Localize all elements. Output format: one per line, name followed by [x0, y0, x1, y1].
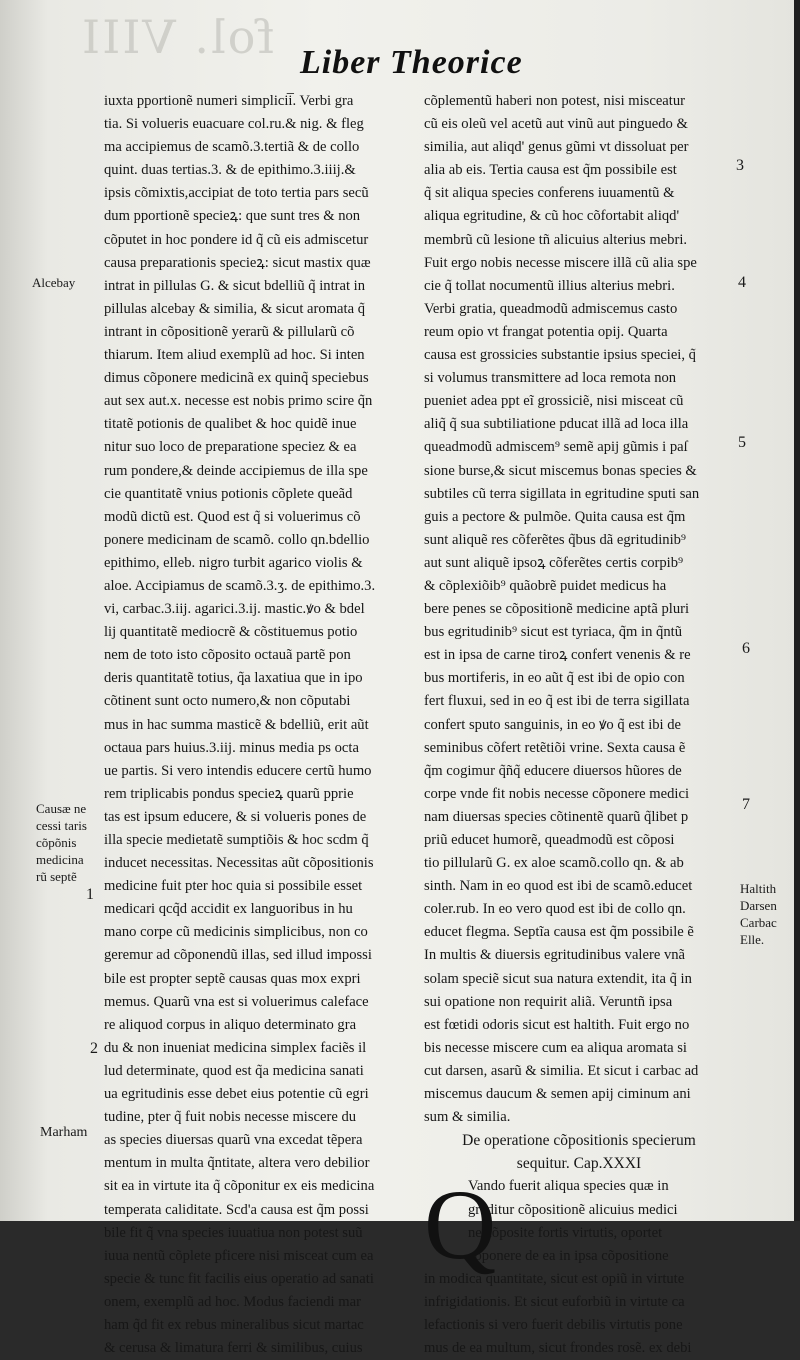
text-line: vi, carbac.3.iij. agarici.3.ij. mastic.ꝟo & bdel — [104, 601, 365, 618]
text-line: bus egritudinib⁹ sicut est tyriaca, q̃m in q̃ntũ — [424, 624, 683, 641]
text-line: Fuit ergo nobis necesse miscere illã cũ alia spe — [424, 254, 697, 271]
drop-cap: Q — [424, 1169, 497, 1281]
text-line: queadmodũ admiscem⁹ semẽ apij gũmis i paſ — [424, 439, 688, 456]
text-line: as species diuersas quarũ vna excedat tẽpera — [104, 1132, 363, 1149]
margin-numeral-3: 3 — [736, 157, 744, 174]
margin-note-marham: Marham — [40, 1125, 88, 1140]
text-line: guis a pectore & pulmõe. Quita causa est q̃m — [424, 508, 686, 525]
text-line: sum & similia. — [424, 1109, 511, 1126]
text-line: iuua nentũ cõplete pficere nisi misceat cum ea — [104, 1247, 374, 1264]
text-line: miscemus daucum & semen apij ciminum ani — [424, 1086, 691, 1103]
text-line: temperata caliditate. Scd'a causa est q̃m possi — [104, 1201, 369, 1218]
text-line: ue partis. Si vero intendis educere certũ humo — [104, 762, 372, 779]
text-line: pillulas alcebay & similia, & sicut aromata q̃ — [104, 300, 365, 317]
chapter-opening — [424, 1169, 734, 1360]
text-line: sinth. Nam in eo quod est ibi de scamõ.educet — [424, 878, 693, 895]
text-line: re aliquod corpus in aliquo determinato gra — [104, 1016, 357, 1033]
left-text-column — [104, 90, 420, 1360]
text-line: Vando fuerit aliqua species quæ in — [468, 1178, 669, 1195]
text-line: bile fit q̃ vna species iuuatiua non potest suũ — [104, 1224, 363, 1241]
text-line: infrigidationis. Et sicut euforbiũ in virtute ca — [424, 1293, 685, 1310]
text-line: q̃ sit aliqua species conferens iuuamentũ & — [424, 185, 675, 202]
text-line: intrant in cõpositionẽ yerarũ & pillularũ cõ — [104, 323, 355, 340]
margin-numeral-7: 7 — [742, 796, 750, 813]
text-line: bus mortiferis, in eo aũt q̃ est ibi de opio con — [424, 670, 685, 687]
text-line: mus de ea multum, sicut frondes rosẽ. ex debi — [424, 1340, 692, 1357]
text-line: cõponere de ea in ipsa cõpositione — [468, 1247, 669, 1264]
text-line: iuxta pportionẽ numeri simplicii̅. Verbi gra — [104, 93, 354, 109]
text-line: solam speciẽ sicut sua natura extendit, ita q̃ in — [424, 970, 692, 987]
text-line: lij quantitatẽ mediocrẽ & cõstituemus potio — [104, 624, 358, 641]
text-line: sui opatione non requirit aliã. Veruntñ ipsa — [424, 993, 673, 1010]
text-line: dimus cõponere medicinã ex quinq̃ speciebus — [104, 370, 369, 387]
margin-note-causae: Causæ ne cessi taris cõpõnis medicina rũ septẽ — [36, 801, 87, 884]
text-line: sione burse,& sicut miscemus bonas species & — [424, 462, 697, 479]
text-line: si volumus transmittere ad loca remota non — [424, 370, 677, 387]
margin-numeral-5: 5 — [738, 434, 746, 451]
text-line: ham q̃d fit ex rebus mineralibus sicut martac — [104, 1316, 364, 1333]
text-line: modũ dictũ est. Quod est q̃ si voluerimus cõ — [104, 508, 361, 525]
text-line: priũ educet humorẽ, queadmodũ est cõposi — [424, 832, 675, 848]
text-line: titatẽ potionis de qualibet & hoc quidẽ inue — [104, 416, 357, 433]
text-line: educet flegma. Septĩa causa est q̃m possibile ẽ — [424, 924, 694, 941]
text-line: lefactionis si vero fuerit debilis virtutis pone — [424, 1316, 683, 1333]
text-line: causa est grossicies substantie ipsius speciei, q̃ — [424, 347, 696, 364]
running-header: Liber Theorice — [300, 44, 523, 81]
margin-note-haltith: Haltith Darsen Carbac Elle. — [740, 881, 777, 947]
text-line: ma accipiemus de scamõ.3.tertiã & de collo — [104, 139, 360, 156]
text-line: nam diuersas species cõtinentẽ quarũ q̃libet p — [424, 808, 689, 825]
text-line: inducet necessitas. Necessitas aũt cõpositionis — [104, 855, 374, 872]
text-line: subtiles cũ terra sigillata in egritudine sputi san — [424, 485, 700, 502]
text-line: sit ea in virtute ita q̃ cõponitur ex eis medicina — [104, 1178, 375, 1195]
text-line: cõplementũ haberi non potest, nisi misceatur — [424, 93, 685, 109]
text-line: rum pondere,& deinde accipiemus de illa spe — [104, 462, 368, 479]
text-line: illa specie medietatẽ sumptiõis & hoc scdm q̃ — [104, 832, 369, 848]
text-line: similia, aut aliqd' genus gũmi vt dissoluat per — [424, 139, 689, 156]
text-line: aliq̃ q̃ sua subtiliatione pducat illã ad loca illa — [424, 416, 689, 433]
text-line: intrat in pillulas G. & sicut bdelliũ q̃ intrat in — [104, 277, 366, 294]
text-line: seminibus cõfert retẽtiõi vrine. Sexta causa ẽ — [424, 739, 686, 756]
text-line: geremur ad cõponendũ illas, sed illud impossi — [104, 947, 372, 964]
text-line: membrũ cũ lesione tñ alicuius alterius mebri. — [424, 231, 688, 248]
text-line: ipsis cõmixtis,accipiat de toto tertia pars secũ — [104, 185, 369, 202]
text-line: cõputet in hoc pondere id q̃ cũ eis admiscetur — [104, 231, 369, 248]
text-line: coler.rub. In eo vero quod est ibi de collo qn. — [424, 901, 686, 918]
text-line: mus in hac summa masticẽ & bdelliũ, erit aũt — [104, 716, 369, 733]
text-line: mano corpe cũ medicinis simplicibus, non co — [104, 924, 368, 941]
text-line: causa preparationis specieꝝ: sicut mastix quæ — [104, 254, 371, 271]
text-line: reum opio vt frangat potentia opij. Quarta — [424, 323, 668, 340]
page-edge-shadow — [794, 0, 800, 1221]
text-line: & cõplexiõib⁹ quãobrẽ puidet medicus ha — [424, 577, 667, 594]
text-line: Verbi gratia, queadmodũ admiscemus casto — [424, 300, 678, 317]
text-line: du & non inueniat medicina simplex faciẽs il — [104, 1039, 367, 1056]
text-line: cut darsen, asarũ & similia. Et sicut i carbac ad — [424, 1062, 699, 1079]
text-line: In multis & diuersis egritudinibus valere vnã — [424, 947, 686, 964]
text-line: ne cõposite fortis virtutis, oportet — [468, 1224, 663, 1241]
right-text-column — [424, 90, 734, 1360]
text-line: bis necesse miscere cum ea aliqua aromata si — [424, 1039, 687, 1056]
text-line: dum pportionẽ specieꝝ: que sunt tres & non — [104, 208, 361, 225]
margin-numeral-2: 2 — [90, 1040, 98, 1057]
text-line: onem, exemplũ ad hoc. Modus faciendi mar — [104, 1293, 361, 1310]
text-line: ua egritudinis esse debet eius potentie cũ egri — [104, 1086, 369, 1103]
text-line: cie q̃ tollat nocumentũ illius alterius mebri. — [424, 277, 675, 294]
text-line: rem triplicabis pondus specieꝝ quarũ pprie — [104, 785, 354, 802]
text-line: ponere medicinam de scamõ. collo qn.bdellio — [104, 531, 370, 548]
text-line: octaua pars huius.3.iij. minus media ps octa — [104, 739, 359, 756]
text-line: greditur cõpositionẽ alicuius medici — [468, 1201, 678, 1218]
margin-numeral-6: 6 — [742, 640, 750, 657]
text-line: est fœtidi odoris sicut est haltith. Fuit ergo no — [424, 1016, 690, 1033]
text-line: deris quantitatẽ totius, q̃a laxatiua que in ipo — [104, 670, 363, 687]
text-line: aliqua egritudine, & cũ hoc cõfortabit aliqd' — [424, 208, 680, 225]
text-line: aut sunt aliquẽ ipsoꝝ cõferẽtes certis corpib⁹ — [424, 554, 684, 571]
chapter-heading: De operatione cõpositionis specierum — [462, 1132, 696, 1150]
text-line: cõtinent sunt octo numero,& non cõputabi — [104, 693, 351, 710]
text-line: cie quantitatẽ vnius potionis cõplete queãd — [104, 485, 353, 502]
text-line: epithimo, elleb. nigro turbit agarico violis & — [104, 554, 363, 571]
text-line: cũ eis oleũ vel acetũ aut vinũ aut pinguedo & — [424, 116, 688, 133]
text-line: nem de toto isto cõposito octauã partẽ pon — [104, 647, 351, 664]
text-line: memus. Quarũ vna est si voluerimus caleface — [104, 993, 369, 1010]
text-line: q̃m cogimur q̃ñq̃ educere diuersos hũores de — [424, 762, 682, 779]
bleed-through-text: fol. VIII — [80, 10, 275, 64]
text-line: tio pillularũ G. ex aloe scamõ.collo qn. & ab — [424, 855, 684, 872]
text-line: corpe vnde fit nobis necesse cõponere medici — [424, 785, 690, 802]
text-line: confert sputo sanguinis, in eo ꝟo q̃ est ibi de — [424, 716, 682, 733]
text-line: lud determinate, quod est q̃a medicina sanati — [104, 1062, 364, 1079]
text-line: nitur suo loco de preparatione speciez & ea — [104, 439, 357, 456]
text-line: alia ab eis. Tertia causa est q̃m possibile est — [424, 162, 677, 179]
margin-note-alcebay: Alcebay — [32, 275, 76, 290]
text-line: tas est ipsum educere, & si volueris pones de — [104, 808, 367, 825]
text-line: sunt aliquẽ res cõferẽtes q̃bus dã egritudinib⁹ — [424, 531, 687, 548]
text-line: aut sex aut.x. necesse est nobis primo scire q̃n — [104, 393, 373, 410]
text-line: fert fluxui, sed in eo q̃ est ibi de terra sigillata — [424, 693, 690, 710]
text-line: bile est propter septẽ causas quas mox expri — [104, 970, 361, 987]
margin-numeral-1: 1 — [86, 886, 94, 903]
margin-numeral-4: 4 — [738, 274, 746, 291]
text-line: mentum in multa q̃ntitate, altera vero debilior — [104, 1155, 370, 1172]
text-line: in modica quantitate, sicut est opiũ in virtute — [424, 1270, 685, 1287]
chapter-number: sequitur. Cap.XXXI — [516, 1155, 642, 1173]
text-line: medicari qcq̃d accidit ex languoribus in hu — [104, 901, 353, 918]
text-line: est in ipsa de carne tiroꝝ confert venenis & re — [424, 647, 691, 664]
text-line: thiarum. Item aliud exemplũ ad hoc. Si inten — [104, 347, 365, 364]
text-line: pueniet adea ppt eĩ grossiciẽ, nisi misceat cũ — [424, 393, 684, 410]
text-line: quint. duas tertias.3. & de epithimo.3.iiij.& — [104, 162, 356, 179]
text-line: specie & tunc fit facilis eius operatio ad sanati — [104, 1270, 374, 1287]
text-line: bere penes se cõpositionẽ medicine aptã pluri — [424, 601, 690, 618]
text-line: aloe. Accipiamus de scamõ.3.ʒ. de epithimo.3. — [104, 577, 376, 594]
text-line: tia. Si volueris euacuare col.ru.& nig. & fleg — [104, 116, 364, 133]
text-line: medicine fuit pter hoc quia si possibile esset — [104, 878, 363, 895]
text-line: tudine, pter q̃ fuit nobis necesse miscere du — [104, 1109, 357, 1126]
text-line: & cerusa & limatura ferri & similibus, cuius — [104, 1340, 363, 1357]
